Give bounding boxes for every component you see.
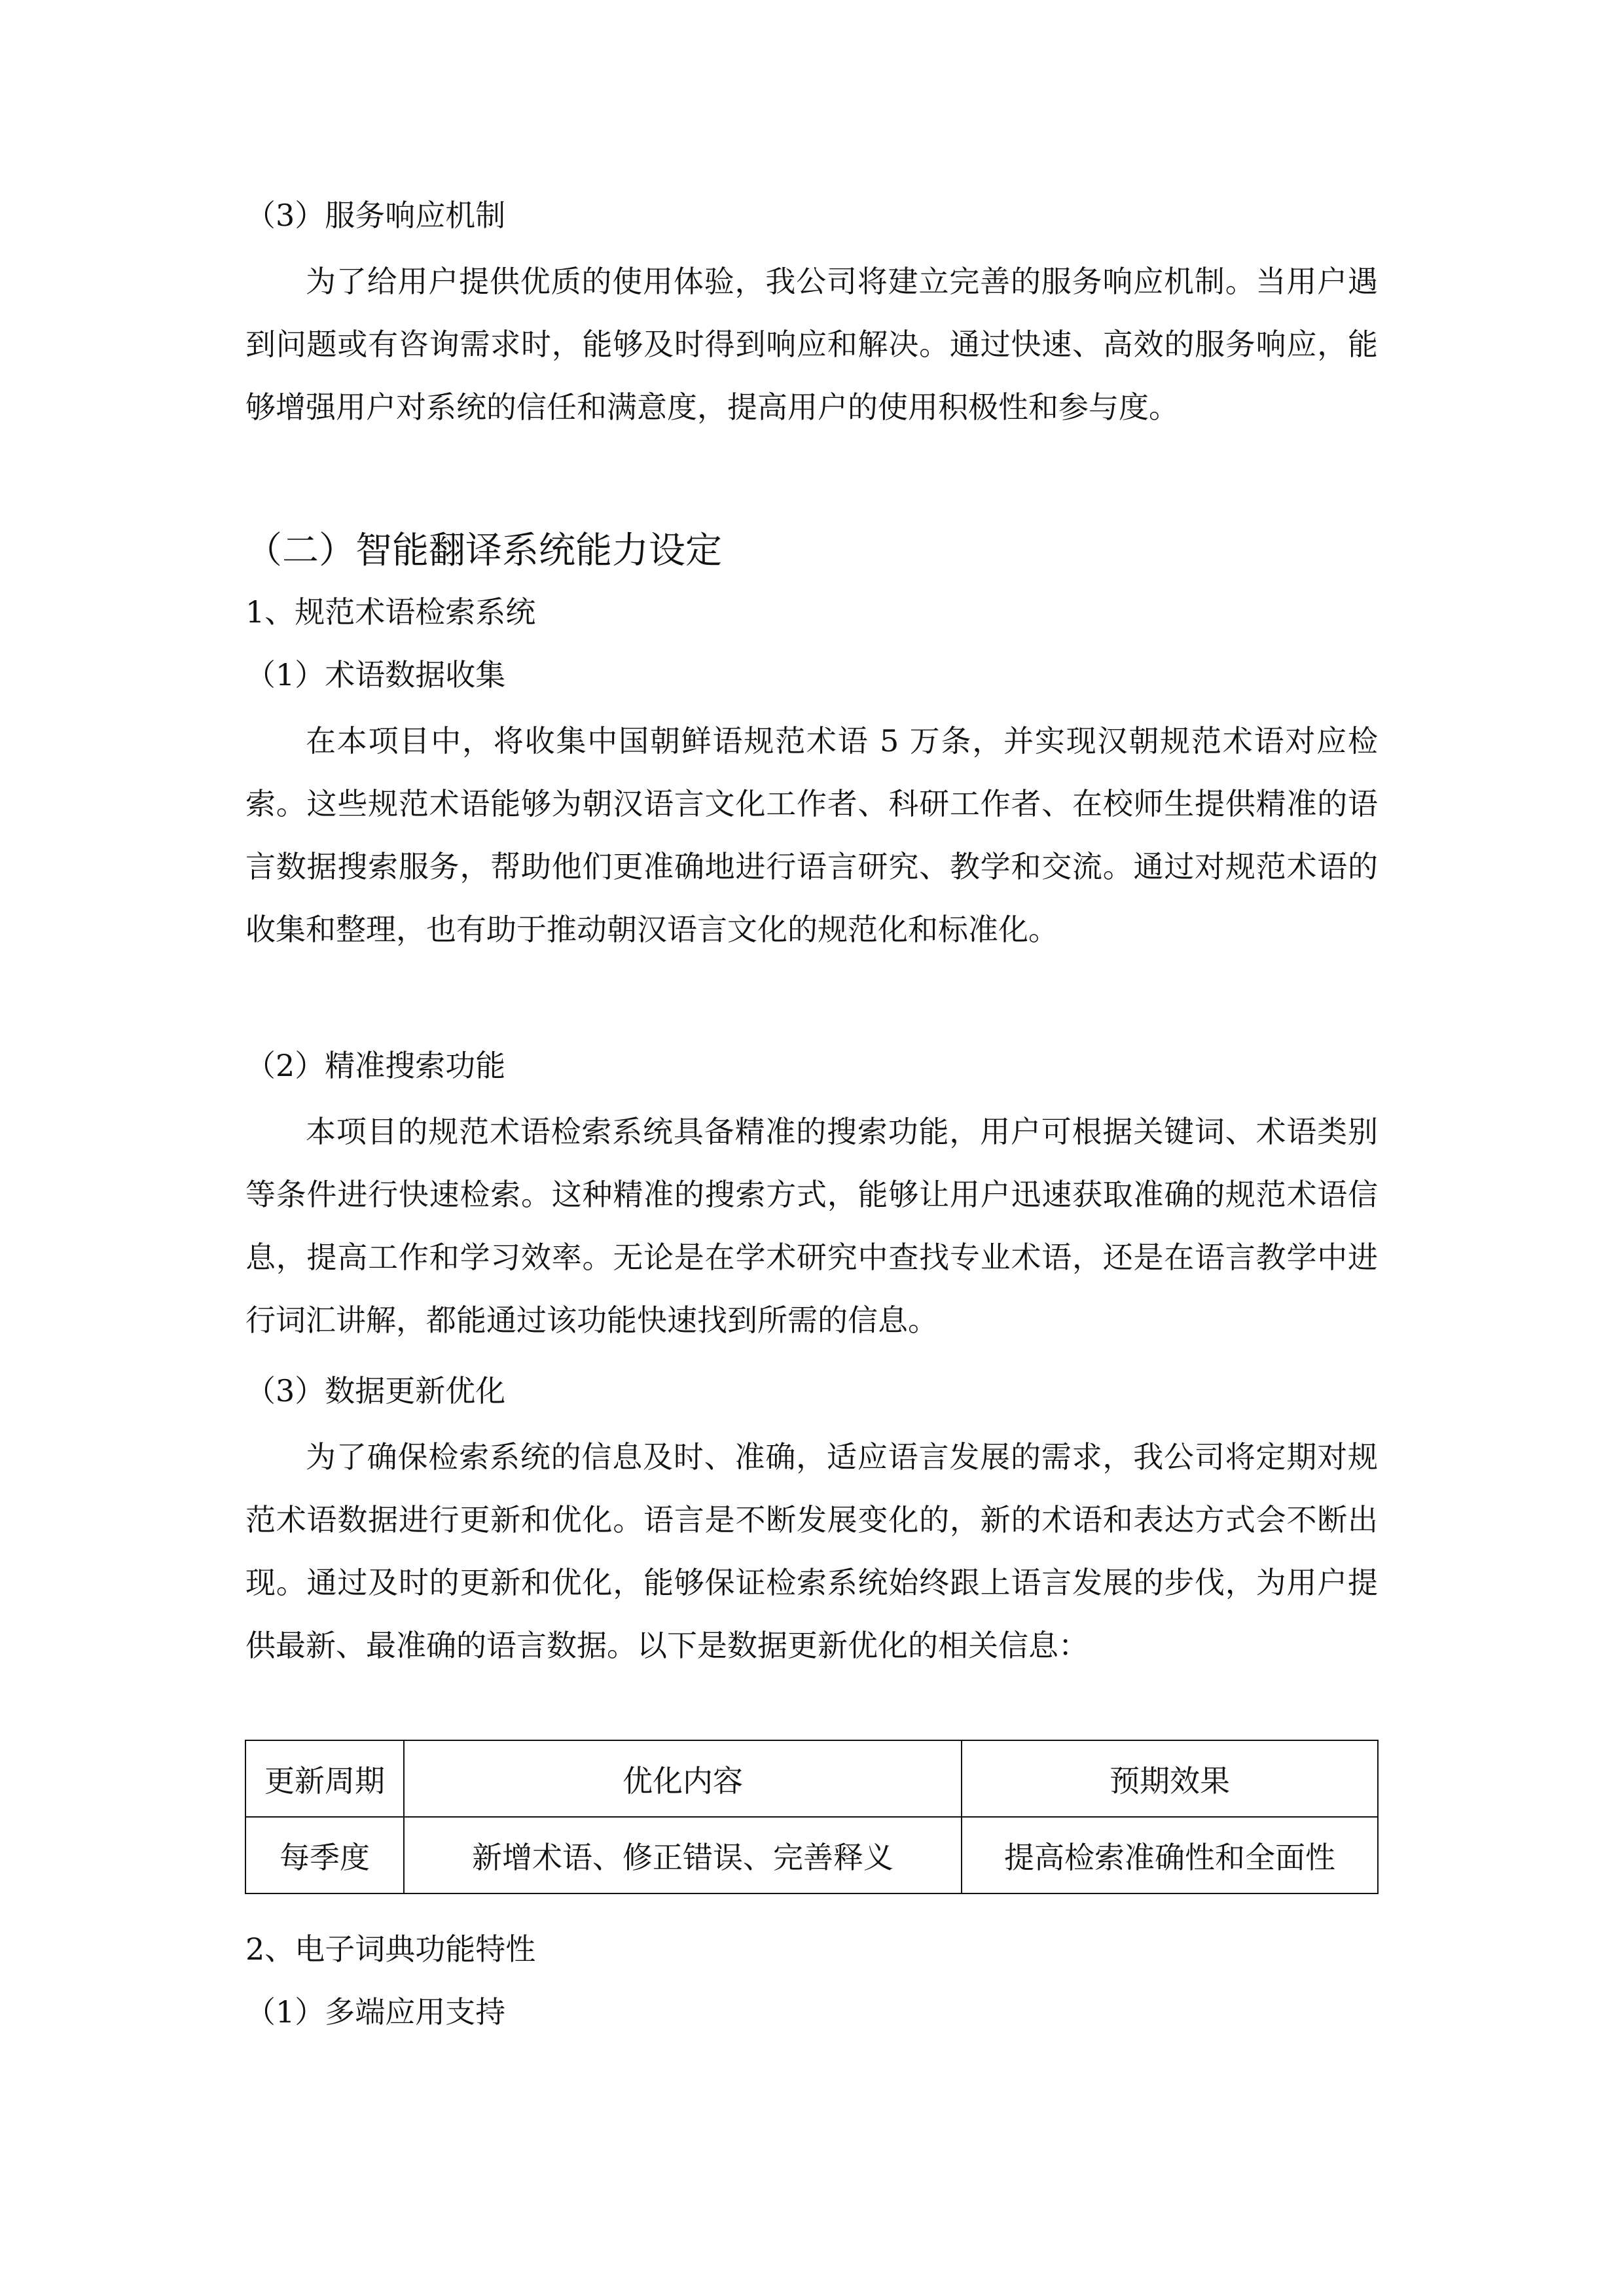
item1-sub1-paragraph: 在本项目中，将收集中国朝鲜语规范术语 5 万条，并实现汉朝规范术语对应检索。这些规范术语能够为朝汉语言文化工作者、科研工作者、在校师生提供精准的语言数据搜索服务，帮助他们更准确地进行语言研究、教学和交流。通过对规范术语的收集和整理，也有助于推动朝汉语言文化的规范化和标准化。 xyxy=(245,723,1378,947)
table-row xyxy=(245,1817,1378,1893)
item2-heading: 2、电子词典功能特性 xyxy=(245,1931,536,1967)
update-table xyxy=(245,1740,1379,1894)
item1-sub1-heading: （1）术语数据收集 xyxy=(245,657,506,692)
s1-sub3-heading: （3）服务响应机制 xyxy=(245,198,506,233)
item1-sub2-paragraph: 本项目的规范术语检索系统具备精准的搜索功能，用户可根据关键词、术语类别等条件进行快速检索。这种精准的搜索方式，能够让用户迅速获取准确的规范术语信息，提高工作和学习效率。无论是在学术研究中查找专业术语，还是在语言教学中进行词汇讲解，都能通过该功能快速找到所需的信息。 xyxy=(245,1114,1378,1338)
item1-sub2-heading: （2）精准搜索功能 xyxy=(245,1048,506,1083)
table-header-cell: 优化内容 xyxy=(404,1740,962,1817)
table-header-cell: 更新周期 xyxy=(245,1740,404,1817)
item2-sub1-heading: （1）多端应用支持 xyxy=(245,1994,506,2030)
table-cell: 提高检索准确性和全面性 xyxy=(962,1817,1378,1893)
item1-sub3-heading: （3）数据更新优化 xyxy=(245,1373,506,1408)
table-cell: 每季度 xyxy=(245,1817,404,1893)
part2-heading: （二）智能翻译系统能力设定 xyxy=(245,529,722,572)
s1-sub3-paragraph: 为了给用户提供优质的使用体验，我公司将建立完善的服务响应机制。当用户遇到问题或有咨询需求时，能够及时得到响应和解决。通过快速、高效的服务响应，能够增强用户对系统的信任和满意度，提高用户的使用积极性和参与度。 xyxy=(245,264,1378,425)
table-header-row xyxy=(245,1740,1378,1817)
table-cell: 新增术语、修正错误、完善释义 xyxy=(404,1817,962,1893)
table-header-cell: 预期效果 xyxy=(962,1740,1378,1817)
item1-sub3-paragraph: 为了确保检索系统的信息及时、准确，适应语言发展的需求，我公司将定期对规范术语数据进行更新和优化。语言是不断发展变化的，新的术语和表达方式会不断出现。通过及时的更新和优化，能够保证检索系统始终跟上语言发展的步伐，为用户提供最新、最准确的语言数据。以下是数据更新优化的相关信息： xyxy=(245,1439,1378,1663)
item1-heading: 1、规范术语检索系统 xyxy=(245,594,536,630)
